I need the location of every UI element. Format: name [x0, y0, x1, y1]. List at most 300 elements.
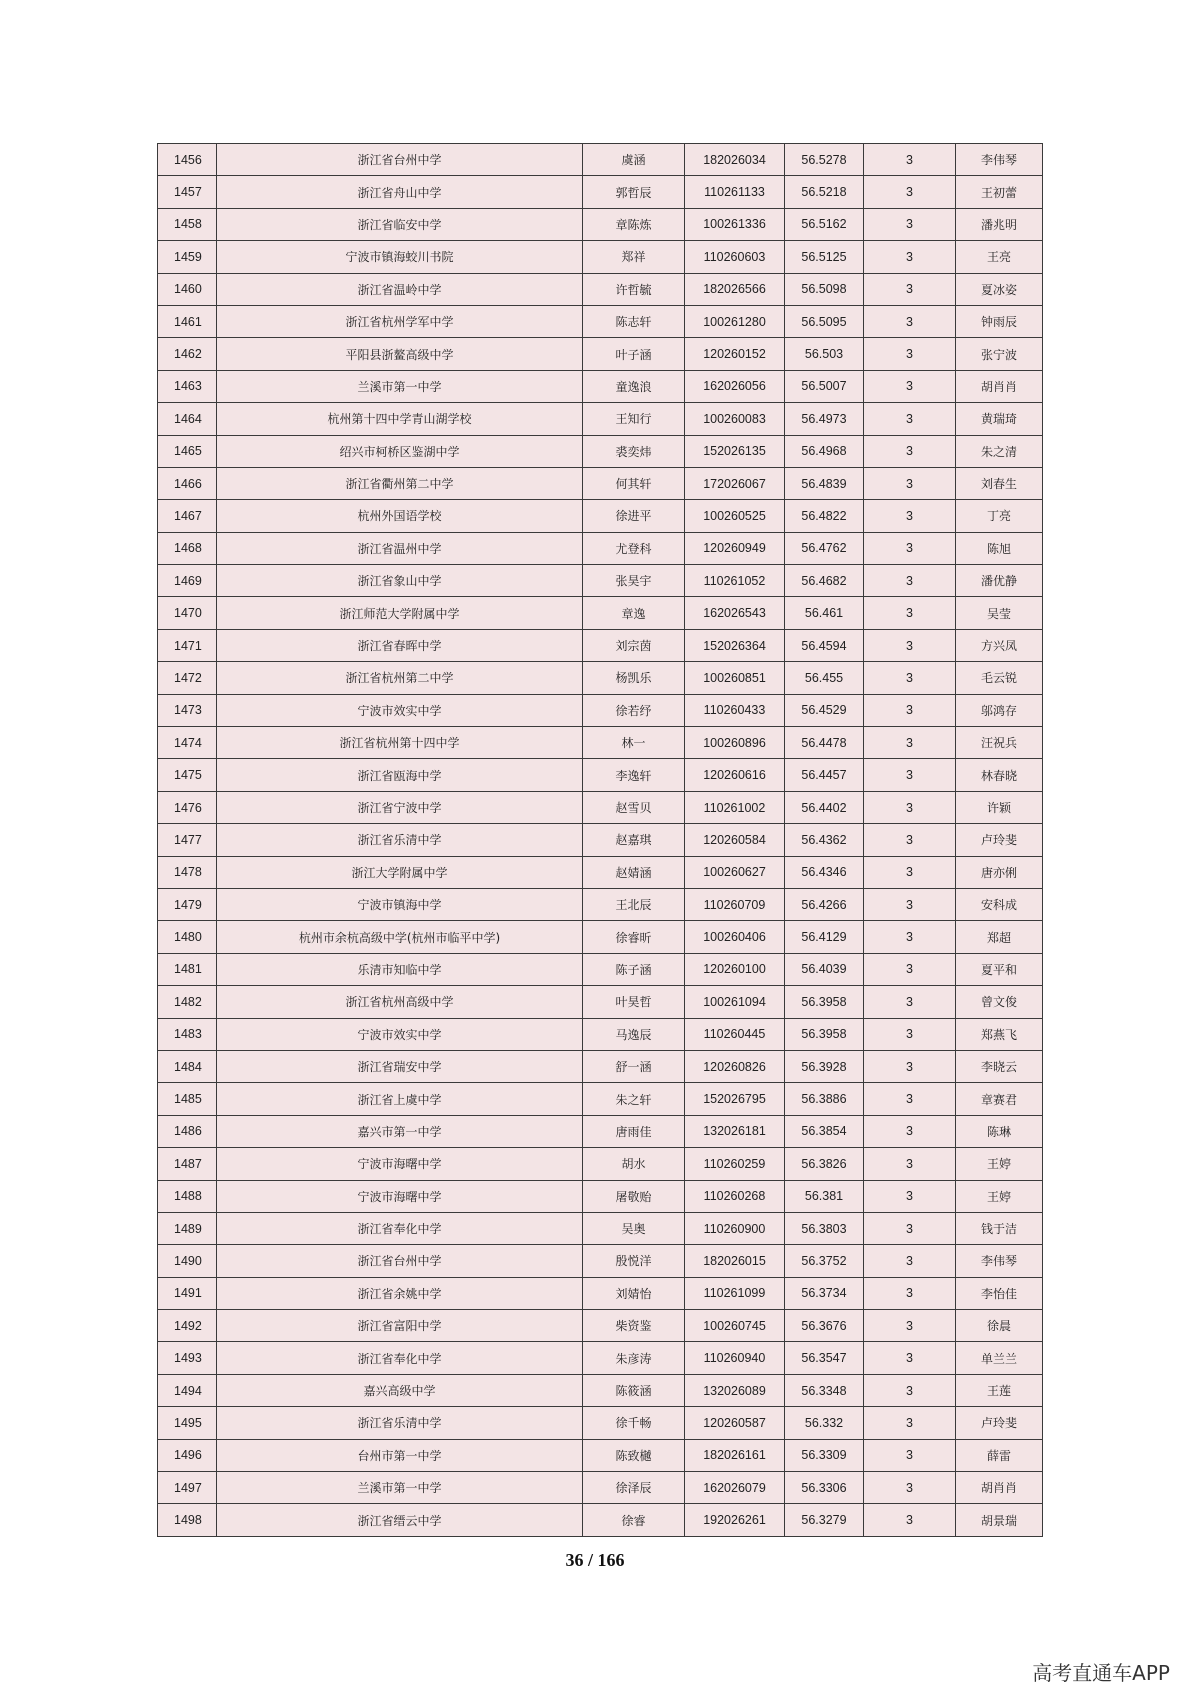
table-row	[158, 241, 1043, 273]
level-cell: 3	[864, 1342, 956, 1374]
rank-cell: 1464	[158, 403, 217, 435]
table-row	[158, 1472, 1043, 1504]
rank-cell: 1489	[158, 1212, 217, 1244]
score-cell: 56.4594	[785, 629, 864, 661]
score-cell: 56.4362	[785, 824, 864, 856]
teacher-cell: 卢玲斐	[956, 1407, 1043, 1439]
level-cell: 3	[864, 1277, 956, 1309]
teacher-cell: 李晓云	[956, 1050, 1043, 1082]
level-cell: 3	[864, 1212, 956, 1244]
rank-cell: 1481	[158, 953, 217, 985]
teacher-cell: 黄瑞琦	[956, 403, 1043, 435]
teacher-cell: 单兰兰	[956, 1342, 1043, 1374]
rank-cell: 1496	[158, 1439, 217, 1471]
table-row	[158, 305, 1043, 337]
score-cell: 56.4762	[785, 532, 864, 564]
table-row	[158, 888, 1043, 920]
rank-cell: 1495	[158, 1407, 217, 1439]
school-cell: 浙江省上虞中学	[217, 1083, 583, 1115]
teacher-cell: 刘春生	[956, 467, 1043, 499]
table-row	[158, 791, 1043, 823]
score-cell: 56.3309	[785, 1439, 864, 1471]
teacher-cell: 曾文俊	[956, 986, 1043, 1018]
rank-cell: 1493	[158, 1342, 217, 1374]
teacher-cell: 卢玲斐	[956, 824, 1043, 856]
table-row	[158, 953, 1043, 985]
school-cell: 浙江省临安中学	[217, 208, 583, 240]
score-cell: 56.4682	[785, 565, 864, 597]
id-cell: 120260826	[685, 1050, 785, 1082]
student-name-cell: 徐泽辰	[583, 1472, 685, 1504]
school-cell: 宁波市海曙中学	[217, 1180, 583, 1212]
id-cell: 100261094	[685, 986, 785, 1018]
id-cell: 100261336	[685, 208, 785, 240]
table-row	[158, 986, 1043, 1018]
level-cell: 3	[864, 1018, 956, 1050]
table-row	[158, 597, 1043, 629]
rank-cell: 1497	[158, 1472, 217, 1504]
rank-cell: 1480	[158, 921, 217, 953]
id-cell: 110260940	[685, 1342, 785, 1374]
level-cell: 3	[864, 791, 956, 823]
school-cell: 兰溪市第一中学	[217, 370, 583, 402]
table-row	[158, 176, 1043, 208]
student-name-cell: 徐睿昕	[583, 921, 685, 953]
watermark-text: 高考直通车APP	[1032, 1661, 1170, 1685]
rank-cell: 1466	[158, 467, 217, 499]
score-cell: 56.332	[785, 1407, 864, 1439]
level-cell: 3	[864, 208, 956, 240]
student-name-cell: 吴奥	[583, 1212, 685, 1244]
score-cell: 56.4266	[785, 888, 864, 920]
teacher-cell: 汪祝兵	[956, 727, 1043, 759]
id-cell: 162026543	[685, 597, 785, 629]
id-cell: 152026364	[685, 629, 785, 661]
student-name-cell: 陈子涵	[583, 953, 685, 985]
rank-cell: 1459	[158, 241, 217, 273]
table-row	[158, 759, 1043, 791]
id-cell: 110261099	[685, 1277, 785, 1309]
student-name-cell: 裘奕炜	[583, 435, 685, 467]
score-cell: 56.3928	[785, 1050, 864, 1082]
school-cell: 嘉兴市第一中学	[217, 1115, 583, 1147]
teacher-cell: 潘优静	[956, 565, 1043, 597]
score-cell: 56.5278	[785, 144, 864, 176]
school-cell: 浙江省富阳中学	[217, 1310, 583, 1342]
rank-cell: 1482	[158, 986, 217, 1018]
student-name-cell: 朱彦涛	[583, 1342, 685, 1374]
teacher-cell: 钱于洁	[956, 1212, 1043, 1244]
student-name-cell: 赵雪贝	[583, 791, 685, 823]
level-cell: 3	[864, 986, 956, 1018]
id-cell: 192026261	[685, 1504, 785, 1536]
id-cell: 152026795	[685, 1083, 785, 1115]
level-cell: 3	[864, 500, 956, 532]
student-name-cell: 赵婧涵	[583, 856, 685, 888]
id-cell: 110260268	[685, 1180, 785, 1212]
student-name-cell: 张昊宇	[583, 565, 685, 597]
rank-cell: 1456	[158, 144, 217, 176]
level-cell: 3	[864, 694, 956, 726]
level-cell: 3	[864, 824, 956, 856]
school-cell: 杭州市余杭高级中学(杭州市临平中学)	[217, 921, 583, 953]
id-cell: 120260100	[685, 953, 785, 985]
student-name-cell: 刘宗茵	[583, 629, 685, 661]
rank-cell: 1498	[158, 1504, 217, 1536]
rank-cell: 1487	[158, 1148, 217, 1180]
teacher-cell: 林春晓	[956, 759, 1043, 791]
level-cell: 3	[864, 1245, 956, 1277]
id-cell: 132026089	[685, 1374, 785, 1406]
id-cell: 120260152	[685, 338, 785, 370]
student-name-cell: 章逸	[583, 597, 685, 629]
score-cell: 56.4529	[785, 694, 864, 726]
level-cell: 3	[864, 273, 956, 305]
student-name-cell: 徐睿	[583, 1504, 685, 1536]
table-row	[158, 500, 1043, 532]
teacher-cell: 王婷	[956, 1148, 1043, 1180]
id-cell: 110260709	[685, 888, 785, 920]
level-cell: 3	[864, 888, 956, 920]
score-cell: 56.5218	[785, 176, 864, 208]
student-name-cell: 陈志轩	[583, 305, 685, 337]
id-cell: 120260587	[685, 1407, 785, 1439]
school-cell: 杭州第十四中学青山湖学校	[217, 403, 583, 435]
teacher-cell: 吴莹	[956, 597, 1043, 629]
teacher-cell: 陈旭	[956, 532, 1043, 564]
score-cell: 56.381	[785, 1180, 864, 1212]
ranking-table	[157, 143, 1043, 1537]
level-cell: 3	[864, 1374, 956, 1406]
id-cell: 100260627	[685, 856, 785, 888]
score-cell: 56.4822	[785, 500, 864, 532]
id-cell: 120260584	[685, 824, 785, 856]
level-cell: 3	[864, 1407, 956, 1439]
school-cell: 浙江省衢州第二中学	[217, 467, 583, 499]
score-cell: 56.3348	[785, 1374, 864, 1406]
table-row	[158, 144, 1043, 176]
student-name-cell: 胡水	[583, 1148, 685, 1180]
school-cell: 宁波市效实中学	[217, 1018, 583, 1050]
school-cell: 浙江省奉化中学	[217, 1342, 583, 1374]
rank-cell: 1490	[158, 1245, 217, 1277]
student-name-cell: 童逸浪	[583, 370, 685, 402]
score-cell: 56.3279	[785, 1504, 864, 1536]
id-cell: 110260900	[685, 1212, 785, 1244]
rank-cell: 1460	[158, 273, 217, 305]
school-cell: 宁波市镇海蛟川书院	[217, 241, 583, 273]
teacher-cell: 陈琳	[956, 1115, 1043, 1147]
school-cell: 浙江省象山中学	[217, 565, 583, 597]
table-row	[158, 727, 1043, 759]
score-cell: 56.5007	[785, 370, 864, 402]
score-cell: 56.3854	[785, 1115, 864, 1147]
rank-cell: 1479	[158, 888, 217, 920]
id-cell: 132026181	[685, 1115, 785, 1147]
table-row	[158, 662, 1043, 694]
table-row	[158, 856, 1043, 888]
student-name-cell: 林一	[583, 727, 685, 759]
teacher-cell: 王亮	[956, 241, 1043, 273]
id-cell: 182026566	[685, 273, 785, 305]
student-name-cell: 殷悦洋	[583, 1245, 685, 1277]
teacher-cell: 潘兆明	[956, 208, 1043, 240]
school-cell: 兰溪市第一中学	[217, 1472, 583, 1504]
score-cell: 56.4968	[785, 435, 864, 467]
id-cell: 100260406	[685, 921, 785, 953]
score-cell: 56.3547	[785, 1342, 864, 1374]
score-cell: 56.3826	[785, 1148, 864, 1180]
teacher-cell: 王莲	[956, 1374, 1043, 1406]
school-cell: 台州市第一中学	[217, 1439, 583, 1471]
table-row	[158, 824, 1043, 856]
student-name-cell: 郭哲辰	[583, 176, 685, 208]
rank-cell: 1476	[158, 791, 217, 823]
id-cell: 182026161	[685, 1439, 785, 1471]
teacher-cell: 钟雨辰	[956, 305, 1043, 337]
table-row	[158, 694, 1043, 726]
score-cell: 56.4129	[785, 921, 864, 953]
id-cell: 110260445	[685, 1018, 785, 1050]
teacher-cell: 李伟琴	[956, 144, 1043, 176]
teacher-cell: 邬鸿存	[956, 694, 1043, 726]
score-cell: 56.5125	[785, 241, 864, 273]
teacher-cell: 徐晨	[956, 1310, 1043, 1342]
level-cell: 3	[864, 176, 956, 208]
score-cell: 56.3306	[785, 1472, 864, 1504]
rank-cell: 1473	[158, 694, 217, 726]
rank-cell: 1492	[158, 1310, 217, 1342]
student-name-cell: 王知行	[583, 403, 685, 435]
id-cell: 162026079	[685, 1472, 785, 1504]
teacher-cell: 许颖	[956, 791, 1043, 823]
student-name-cell: 陈筱涵	[583, 1374, 685, 1406]
level-cell: 3	[864, 1083, 956, 1115]
teacher-cell: 胡景瑞	[956, 1504, 1043, 1536]
school-cell: 浙江大学附属中学	[217, 856, 583, 888]
student-name-cell: 陈致樾	[583, 1439, 685, 1471]
score-cell: 56.4973	[785, 403, 864, 435]
school-cell: 浙江省温岭中学	[217, 273, 583, 305]
id-cell: 110261052	[685, 565, 785, 597]
school-cell: 浙江省杭州第二中学	[217, 662, 583, 694]
rank-cell: 1471	[158, 629, 217, 661]
student-name-cell: 柴资鉴	[583, 1310, 685, 1342]
rank-cell: 1478	[158, 856, 217, 888]
school-cell: 浙江省瑞安中学	[217, 1050, 583, 1082]
score-cell: 56.4457	[785, 759, 864, 791]
teacher-cell: 李伟琴	[956, 1245, 1043, 1277]
id-cell: 172026067	[685, 467, 785, 499]
table-row	[158, 1374, 1043, 1406]
score-cell: 56.5162	[785, 208, 864, 240]
school-cell: 浙江省杭州学军中学	[217, 305, 583, 337]
score-cell: 56.3803	[785, 1212, 864, 1244]
teacher-cell: 毛云锐	[956, 662, 1043, 694]
teacher-cell: 李怡佳	[956, 1277, 1043, 1309]
id-cell: 100260851	[685, 662, 785, 694]
rank-cell: 1483	[158, 1018, 217, 1050]
rank-cell: 1484	[158, 1050, 217, 1082]
id-cell: 120260616	[685, 759, 785, 791]
student-name-cell: 朱之轩	[583, 1083, 685, 1115]
id-cell: 110260603	[685, 241, 785, 273]
level-cell: 3	[864, 727, 956, 759]
table-row	[158, 1115, 1043, 1147]
table-row	[158, 1407, 1043, 1439]
school-cell: 浙江省乐清中学	[217, 824, 583, 856]
teacher-cell: 唐亦俐	[956, 856, 1043, 888]
table-row	[158, 1083, 1043, 1115]
rank-cell: 1462	[158, 338, 217, 370]
rank-cell: 1491	[158, 1277, 217, 1309]
rank-cell: 1465	[158, 435, 217, 467]
school-cell: 浙江省春晖中学	[217, 629, 583, 661]
teacher-cell: 王婷	[956, 1180, 1043, 1212]
id-cell: 110261133	[685, 176, 785, 208]
student-name-cell: 杨凯乐	[583, 662, 685, 694]
student-name-cell: 赵嘉琪	[583, 824, 685, 856]
school-cell: 浙江省瓯海中学	[217, 759, 583, 791]
level-cell: 3	[864, 370, 956, 402]
rank-cell: 1457	[158, 176, 217, 208]
level-cell: 3	[864, 338, 956, 370]
level-cell: 3	[864, 1504, 956, 1536]
score-cell: 56.3886	[785, 1083, 864, 1115]
rank-cell: 1474	[158, 727, 217, 759]
teacher-cell: 夏冰姿	[956, 273, 1043, 305]
table-row	[158, 1180, 1043, 1212]
table-row	[158, 273, 1043, 305]
school-cell: 杭州外国语学校	[217, 500, 583, 532]
table-row	[158, 1148, 1043, 1180]
table-row	[158, 338, 1043, 370]
rank-cell: 1475	[158, 759, 217, 791]
teacher-cell: 郑燕飞	[956, 1018, 1043, 1050]
score-cell: 56.4039	[785, 953, 864, 985]
level-cell: 3	[864, 662, 956, 694]
student-name-cell: 唐雨佳	[583, 1115, 685, 1147]
school-cell: 浙江省杭州高级中学	[217, 986, 583, 1018]
teacher-cell: 章赛君	[956, 1083, 1043, 1115]
id-cell: 100261280	[685, 305, 785, 337]
id-cell: 110260433	[685, 694, 785, 726]
school-cell: 宁波市镇海中学	[217, 888, 583, 920]
teacher-cell: 胡肖肖	[956, 370, 1043, 402]
teacher-cell: 方兴凤	[956, 629, 1043, 661]
id-cell: 152026135	[685, 435, 785, 467]
rank-cell: 1477	[158, 824, 217, 856]
student-name-cell: 徐千畅	[583, 1407, 685, 1439]
id-cell: 100260083	[685, 403, 785, 435]
table-row	[158, 403, 1043, 435]
student-name-cell: 屠敬贻	[583, 1180, 685, 1212]
rank-cell: 1467	[158, 500, 217, 532]
page-number: 36 / 166	[565, 1550, 625, 1570]
level-cell: 3	[864, 1310, 956, 1342]
teacher-cell: 王初蕾	[956, 176, 1043, 208]
student-name-cell: 虞涵	[583, 144, 685, 176]
id-cell: 100260525	[685, 500, 785, 532]
table-row	[158, 1504, 1043, 1536]
level-cell: 3	[864, 403, 956, 435]
id-cell: 110260259	[685, 1148, 785, 1180]
table-row	[158, 921, 1043, 953]
score-cell: 56.3734	[785, 1277, 864, 1309]
school-cell: 浙江师范大学附属中学	[217, 597, 583, 629]
score-cell: 56.3676	[785, 1310, 864, 1342]
rank-cell: 1486	[158, 1115, 217, 1147]
rank-cell: 1469	[158, 565, 217, 597]
student-name-cell: 章陈炼	[583, 208, 685, 240]
rank-cell: 1488	[158, 1180, 217, 1212]
level-cell: 3	[864, 144, 956, 176]
teacher-cell: 安科成	[956, 888, 1043, 920]
table-row	[158, 629, 1043, 661]
id-cell: 100260896	[685, 727, 785, 759]
student-name-cell: 叶子涵	[583, 338, 685, 370]
school-cell: 平阳县浙鳌高级中学	[217, 338, 583, 370]
level-cell: 3	[864, 856, 956, 888]
teacher-cell: 朱之清	[956, 435, 1043, 467]
table-row	[158, 370, 1043, 402]
id-cell: 100260745	[685, 1310, 785, 1342]
table-row	[158, 208, 1043, 240]
teacher-cell: 夏平和	[956, 953, 1043, 985]
level-cell: 3	[864, 1472, 956, 1504]
student-name-cell: 许哲毓	[583, 273, 685, 305]
rank-cell: 1461	[158, 305, 217, 337]
student-name-cell: 徐若纾	[583, 694, 685, 726]
score-cell: 56.5098	[785, 273, 864, 305]
student-name-cell: 叶昊哲	[583, 986, 685, 1018]
table-row	[158, 1439, 1043, 1471]
table-row	[158, 1310, 1043, 1342]
score-cell: 56.455	[785, 662, 864, 694]
score-cell: 56.4839	[785, 467, 864, 499]
school-cell: 浙江省奉化中学	[217, 1212, 583, 1244]
school-cell: 浙江省宁波中学	[217, 791, 583, 823]
level-cell: 3	[864, 759, 956, 791]
score-cell: 56.3958	[785, 1018, 864, 1050]
id-cell: 110261002	[685, 791, 785, 823]
level-cell: 3	[864, 241, 956, 273]
school-cell: 宁波市海曙中学	[217, 1148, 583, 1180]
school-cell: 嘉兴高级中学	[217, 1374, 583, 1406]
level-cell: 3	[864, 467, 956, 499]
level-cell: 3	[864, 597, 956, 629]
level-cell: 3	[864, 629, 956, 661]
student-name-cell: 刘婧怡	[583, 1277, 685, 1309]
student-name-cell: 尤登科	[583, 532, 685, 564]
school-cell: 浙江省乐清中学	[217, 1407, 583, 1439]
school-cell: 绍兴市柯桥区鉴湖中学	[217, 435, 583, 467]
student-name-cell: 舒一涵	[583, 1050, 685, 1082]
score-cell: 56.3958	[785, 986, 864, 1018]
table-row	[158, 532, 1043, 564]
level-cell: 3	[864, 435, 956, 467]
student-name-cell: 郑祥	[583, 241, 685, 273]
school-cell: 浙江省杭州第十四中学	[217, 727, 583, 759]
school-cell: 浙江省台州中学	[217, 144, 583, 176]
student-name-cell: 何其轩	[583, 467, 685, 499]
table-row	[158, 1050, 1043, 1082]
score-cell: 56.4402	[785, 791, 864, 823]
rank-cell: 1485	[158, 1083, 217, 1115]
level-cell: 3	[864, 1439, 956, 1471]
student-name-cell: 王北辰	[583, 888, 685, 920]
teacher-cell: 胡肖肖	[956, 1472, 1043, 1504]
